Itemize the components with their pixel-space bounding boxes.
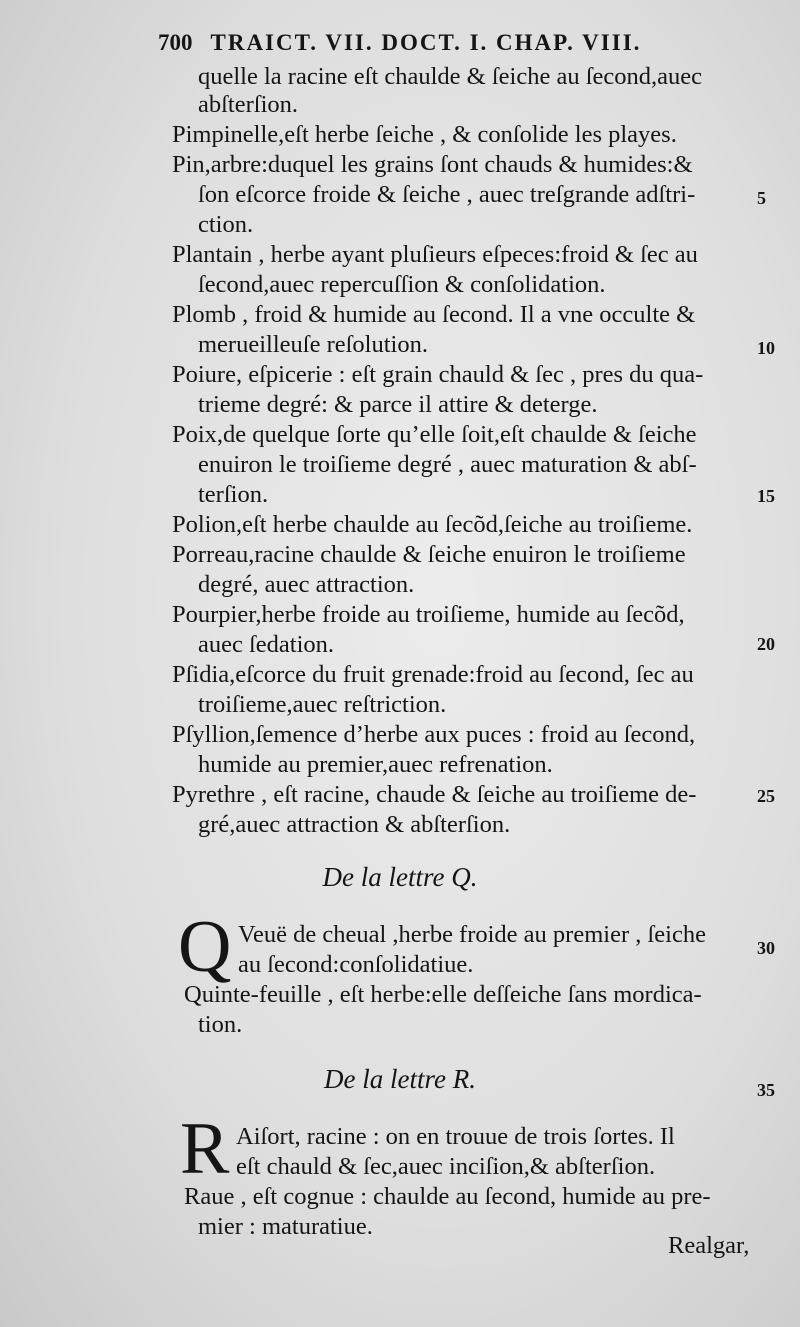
text-line: troiſieme,auec reſtriction. [198, 691, 447, 718]
section-heading-r: De la lettre R. [324, 1064, 476, 1094]
text-line: Polion,eſt herbe chaulde au ſecõd,ſeiche au troiſieme. [172, 511, 693, 538]
text-line: trieme degré: & parce il attire & deterge. [198, 391, 598, 418]
line-number: 35 [757, 1080, 775, 1100]
text-line: Plomb , froid & humide au ſecond. Il a vne occulte & [172, 301, 696, 328]
line-number: 25 [757, 786, 775, 806]
text-line: Porreau,racine chaulde & ſeiche enuiron le troiſieme [172, 541, 686, 568]
text-line: quelle la racine eſt chaulde & ſeiche au ſecond,auec [198, 63, 703, 90]
line-number: 30 [757, 938, 775, 958]
text-line: ſon eſcorce froide & ſeiche , auec treſgrande adſtri- [198, 181, 696, 208]
text-line: Aiſort, racine : on en trouue de trois ſortes. Il [236, 1123, 675, 1150]
text-line: merueilleuſe reſolution. [198, 331, 428, 358]
text-line: Pin,arbre:duquel les grains ſont chauds & humides:& [172, 151, 693, 178]
text-line: auec ſedation. [198, 631, 335, 658]
text-line: Poiure, eſpicerie : eſt grain chauld & ſec , pres du qua- [172, 361, 704, 388]
text-line: Quinte-feuille , eſt herbe:elle deſſeiche ſans mordica- [184, 981, 702, 1008]
text-line: eſt chauld & ſec,auec inciſion,& abſterſion. [236, 1153, 656, 1180]
text-line: ction. [198, 211, 254, 238]
text-line: Veuë de cheual ,herbe froide au premier , ſeiche [238, 921, 706, 948]
text-line: tion. [198, 1011, 243, 1038]
text-line: Pimpinelle,eſt herbe ſeiche , & conſolide les playes. [172, 121, 677, 148]
line-number: 5 [757, 188, 766, 208]
section-heading-q: De la lettre Q. [322, 862, 478, 892]
text-line: degré, auec attraction. [198, 571, 415, 598]
line-number: 10 [757, 338, 775, 358]
line-number: 15 [757, 486, 775, 506]
text-line: Poix,de quelque ſorte qu’elle ſoit,eſt chaulde & ſeiche [172, 421, 697, 448]
text-line: Pſidia,eſcorce du fruit grenade:froid au ſecond, ſec au [172, 661, 694, 688]
text-line: humide au premier,auec refrenation. [198, 751, 553, 778]
text-line: ſecond,auec repercuſſion & conſolidation. [198, 271, 606, 298]
drop-cap-r: R [180, 1108, 230, 1190]
drop-cap-q: Q [178, 906, 232, 988]
text-line: terſion. [198, 481, 269, 508]
catchword: Realgar, [668, 1232, 750, 1259]
running-title: TRAICT. VII. DOCT. I. CHAP. VIII. [210, 30, 642, 55]
text-line: enuiron le troiſieme degré , auec maturation & abſ- [198, 451, 697, 478]
text-line: gré,auec attraction & abſterſion. [198, 811, 511, 838]
running-header [158, 30, 641, 56]
line-number: 20 [757, 634, 775, 654]
text-line: Pyrethre , eſt racine, chaude & ſeiche au troiſieme de- [172, 781, 697, 808]
text-line: au ſecond:conſolidatiue. [238, 951, 474, 978]
text-line: Plantain , herbe ayant pluſieurs eſpeces:froid & ſec au [172, 241, 698, 268]
text-line: Pſyllion,ſemence d’herbe aux puces : froid au ſecond, [172, 721, 696, 748]
text-line: abſterſion. [198, 91, 299, 118]
text-line: Raue , eſt cognue : chaulde au ſecond, humide au pre- [184, 1183, 711, 1210]
text-line: Pourpier,herbe froide au troiſieme, humide au ſecõd, [172, 601, 685, 628]
page-number: 700 [158, 30, 193, 55]
text-line: mier : maturatiue. [198, 1213, 373, 1240]
